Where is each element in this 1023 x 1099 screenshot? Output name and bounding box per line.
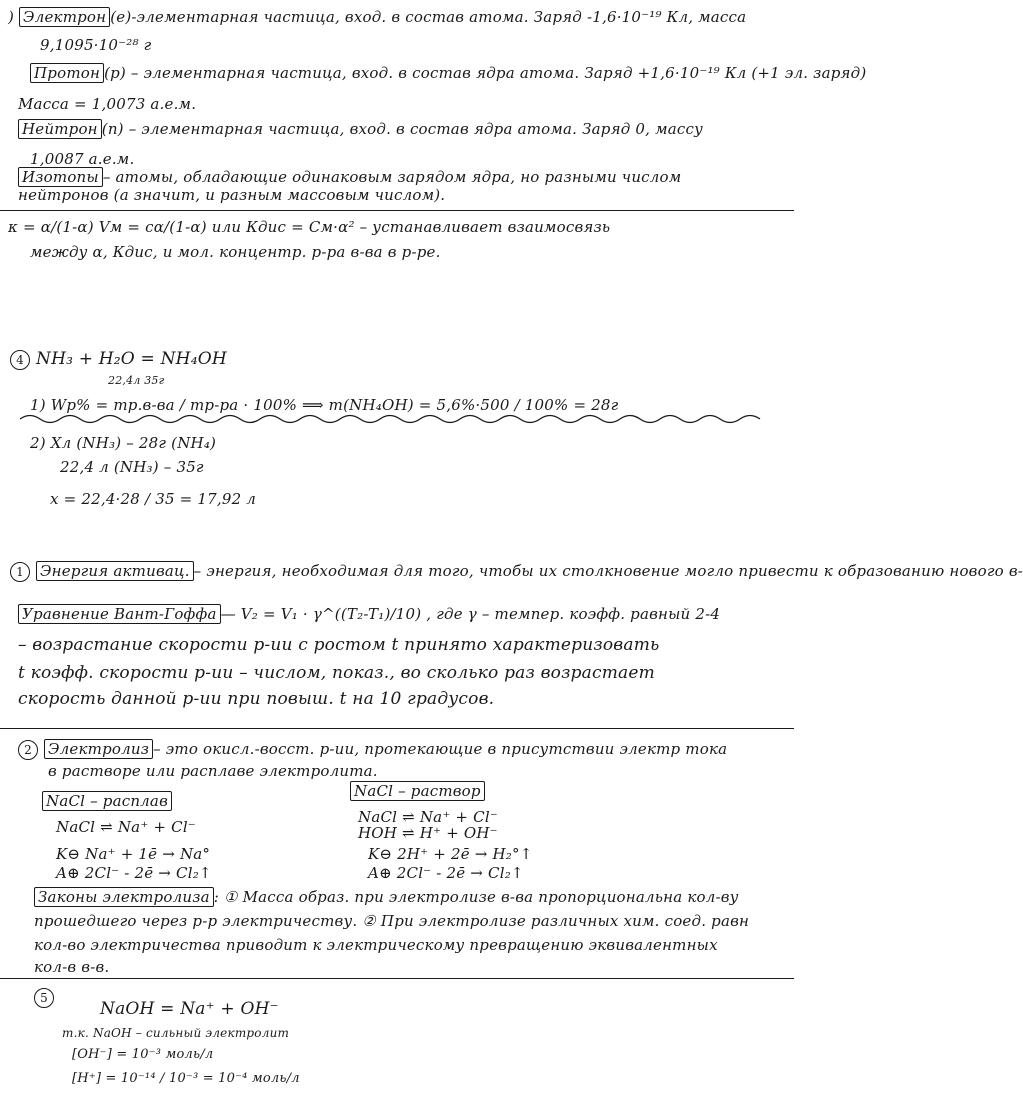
divider-2 — [0, 728, 794, 729]
electrolysis-definition-line — [18, 740, 727, 760]
term-electrolysis-laws: Законы электролиза — [34, 887, 214, 907]
step-2-proportion-a: Xл (NH₃) – 28г (NH₄) — [50, 434, 217, 452]
term-electron: Электрон — [19, 7, 110, 27]
vant-hoff-line — [18, 605, 720, 623]
melt-header — [42, 792, 172, 810]
water-dissociation: HOH ⇌ H⁺ + OH⁻ — [358, 824, 498, 842]
solution-cathode: K⊖ 2H⁺ + 2ē → H₂°↑ — [368, 845, 533, 863]
solution-anode: A⊕ 2Cl⁻ - 2ē → Cl₂↑ — [368, 864, 524, 882]
isotopes-definition-text: – атомы, обладающие одинаковым зарядом ядра, но разными числом — [102, 168, 682, 186]
electron-definition-line: ) Электрон (e)-элементарная частица, вход. в состав атома. Заряд -1,6·10⁻¹⁹ Кл, масса — [8, 8, 747, 26]
divider-1 — [0, 210, 794, 211]
hydrogen-concentration: [H⁺] = 10⁻¹⁴ / 10⁻³ = 10⁻⁴ моль/л — [72, 1071, 300, 1086]
isotopes-continuation-line: нейтронов (а значит, и разным массовым числом). — [18, 186, 446, 204]
step-2-proportion-b: 22,4 л (NH₃) – 35г — [60, 458, 204, 476]
problem-number-1: 1 — [10, 562, 30, 582]
neutron-definition-line — [18, 120, 703, 138]
electrolysis-law-continuation-1: прошедшего через р-р электричеству. ② При электролизе различных хим. соед. равн — [34, 912, 750, 930]
rate-increase-line: – возрастание скорости р-ии с ростом t принято характеризовать — [18, 635, 660, 655]
ammonia-equation-annotations: 22,4л 35г — [108, 374, 165, 387]
step-1-formula: Wр% = mр.в-ва / mр-ра · 100% ⟹ m(NH₄OH) = 5,6%·500 / 100% = 28г — [50, 396, 619, 414]
solution-header — [350, 782, 485, 800]
wavy-underline — [20, 412, 760, 426]
ammonia-equation-line — [10, 350, 227, 370]
electron-mass-line: 9,1095·10⁻²⁸ г — [40, 36, 152, 54]
nacl-solution-box: NaCl – раствор — [350, 781, 485, 801]
hydroxide-concentration: [OH⁻] = 10⁻³ моль/л — [72, 1047, 214, 1062]
term-electrolysis: Электролиз — [44, 739, 153, 759]
divider-3 — [0, 978, 794, 979]
electrolysis-law-continuation-2: кол-во электричества приводит к электрическому превращению эквивалентных — [34, 936, 718, 954]
proton-definition-line — [30, 64, 866, 82]
electron-definition-text: (e)-элементарная частица, вход. в состав атома. Заряд -1,6·10⁻¹⁹ Кл, масса — [110, 8, 747, 26]
step-3-result: x = 22,4·28 / 35 = 17,92 л — [50, 490, 257, 508]
term-activation-energy: Энергия активац. — [36, 561, 194, 581]
isotopes-definition-line — [18, 168, 681, 186]
problem-number-4: 4 — [10, 350, 30, 370]
naoh-equation: NaOH = Na⁺ + OH⁻ — [100, 999, 279, 1019]
term-vant-hoff-equation: Уравнение Вант-Гоффа — [18, 604, 221, 624]
neutron-mass-line: 1,0087 а.е.м. — [30, 150, 135, 168]
nacl-melt-box: NaCl – расплав — [42, 791, 172, 811]
vant-hoff-formula: — V₂ = V₁ · γ^((T₂-T₁)/10) , где γ – темпер. коэфф. равный 2-4 — [220, 605, 721, 623]
dissociation-formula-line: κ = α/(1-α) Vм = cα/(1-α) или Кдис = Cм·α² – устанавливает взаимосвязь — [8, 218, 611, 236]
electrolysis-continuation-line: в растворе или расплаве электролита. — [48, 762, 378, 780]
electrolysis-law-1: : ① Масса образ. при электролизе в-ва пропорциональна кол-ву — [213, 888, 739, 906]
ten-degrees-line: скорость данной р-ии при повыш. t на 10 градусов. — [18, 689, 495, 709]
ammonia-equation: NH₃ + H₂O = NH₄OH — [36, 349, 227, 369]
activation-energy-line — [10, 562, 1023, 582]
solution-dissociation: NaCl ⇌ Na⁺ + Cl⁻ — [358, 808, 498, 826]
melt-anode: A⊕ 2Cl⁻ - 2ē → Cl₂↑ — [56, 864, 212, 882]
step-2-line — [30, 434, 216, 452]
melt-dissociation: NaCl ⇌ Na⁺ + Cl⁻ — [56, 818, 196, 836]
electrolysis-laws-line — [34, 888, 739, 906]
neutron-definition-text: (n) – элементарная частица, вход. в состав ядра атома. Заряд 0, массу — [101, 120, 703, 138]
temperature-coefficient-line: t коэфф. скорости р-ии – числом, показ., во сколько раз возрастает — [18, 663, 655, 683]
term-proton: Протон — [30, 63, 104, 83]
step-2-label: 2) — [30, 434, 46, 452]
problem-number-2: 2 — [18, 740, 38, 760]
electrolysis-definition-text: – это окисл.-восст. р-ии, протекающие в присутствии электр тока — [153, 740, 728, 758]
problem-number-5: 5 — [34, 988, 54, 1008]
proton-mass-line: Масса = 1,0073 а.е.м. — [18, 95, 197, 113]
activation-energy-text: – энергия, необходимая для того, чтобы их столкновение могло привести к образованию нового в- — [193, 562, 1023, 580]
strong-electrolyte-note: т.к. NaOH – сильный электролит — [62, 1026, 290, 1040]
naoh-equation-line — [34, 988, 60, 1008]
step-1-label: 1) — [30, 396, 46, 414]
melt-cathode: K⊖ Na⁺ + 1ē → Na° — [56, 845, 211, 863]
term-isotopes: Изотопы — [18, 167, 103, 187]
term-neutron: Нейтрон — [18, 119, 102, 139]
dissociation-explanation-line: между α, Кдис, и мол. концентр. р-ра в-ва в р-ре. — [30, 243, 441, 261]
proton-definition-text: (p) – элементарная частица, вход. в состав ядра атома. Заряд +1,6·10⁻¹⁹ Кл (+1 эл. заряд) — [104, 64, 867, 82]
electrolysis-law-continuation-3: кол-в в-в. — [34, 958, 110, 976]
